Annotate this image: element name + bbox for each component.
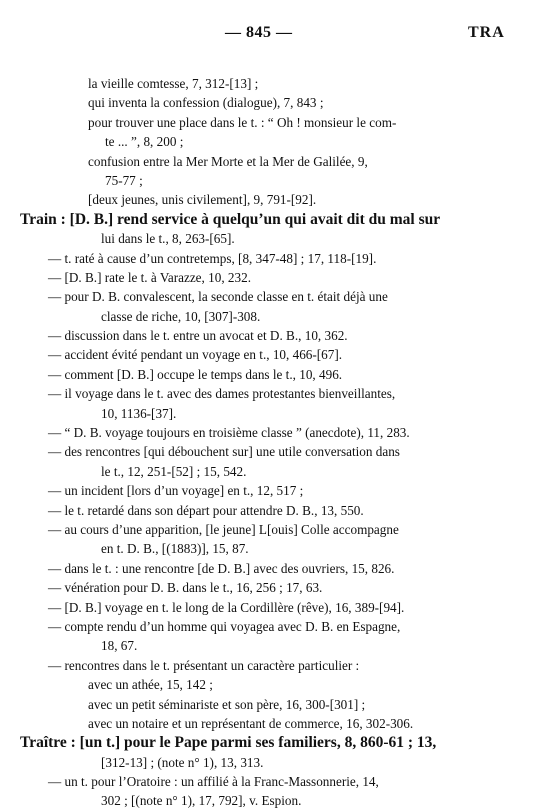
index-line: [0, 152, 540, 171]
index-line: [0, 598, 540, 617]
index-line: [0, 501, 540, 520]
index-line: [0, 772, 540, 791]
line-text: la vieille comtesse, 7, 312-[13] ;: [88, 76, 259, 91]
page-header: [0, 24, 540, 46]
index-line: [0, 345, 540, 364]
index-line: [0, 753, 540, 772]
index-line: [0, 695, 540, 714]
line-text: — dans le t. : une rencontre [de D. B.] avec des ouvriers, 15, 826.: [48, 560, 395, 576]
line-text: — le t. retardé dans son départ pour attendre D. B., 13, 550.: [48, 502, 364, 518]
index-entries: [0, 74, 540, 811]
line-text: avec un notaire et un représentant de commerce, 16, 302-306.: [88, 715, 414, 731]
line-text: — [D. B.] voyage en t. le long de la Cordillère (rêve), 16, 389-[94].: [48, 599, 405, 615]
index-line: [0, 384, 540, 403]
index-line: [0, 481, 540, 500]
index-line: [0, 132, 540, 151]
line-text: — pour D. B. convalescent, la seconde classe en t. était déjà une: [48, 289, 388, 305]
index-line: [0, 287, 540, 306]
line-text: — accident évité pendant un voyage en t., 10, 466-[67].: [48, 347, 343, 363]
index-line: [0, 423, 540, 442]
index-line: [0, 268, 540, 287]
index-line: [0, 791, 540, 810]
index-line: [0, 326, 540, 345]
index-line: [0, 636, 540, 655]
line-text: — au cours d’une apparition, [le jeune] L[ouis] Colle accompagne: [48, 521, 399, 537]
index-line: [0, 578, 540, 597]
index-line: [0, 229, 540, 248]
line-text: classe de riche, 10, [307]-308.: [101, 308, 261, 324]
index-line: [0, 656, 540, 675]
line-text: avec un petit séminariste et son père, 16, 300-[301] ;: [88, 696, 366, 712]
headword-line: Traître : [un t.] pour le Pape parmi ses familiers, 8, 860-61 ; 13,: [20, 734, 437, 752]
line-text: te ... ”, 8, 200 ;: [105, 134, 184, 150]
line-text: lui dans le t., 8, 263-[65].: [101, 231, 235, 247]
page-number: — 845 —: [225, 24, 293, 41]
index-line: [0, 442, 540, 461]
index-line: [0, 520, 540, 539]
line-text: pour trouver une place dans le t. : “ Oh ! monsieur le com-: [88, 114, 397, 130]
index-line: [0, 539, 540, 558]
index-line: [0, 714, 540, 733]
index-line: [0, 404, 540, 423]
line-text: — des rencontres [qui débouchent sur] une utile conversation dans: [48, 444, 400, 460]
line-text: — il voyage dans le t. avec des dames protestantes bienveillantes,: [48, 386, 396, 402]
line-text: — “ D. B. voyage toujours en troisième classe ” (anecdote), 11, 283.: [48, 425, 410, 441]
index-line: [0, 93, 540, 112]
headword-train: [0, 210, 540, 229]
line-text: — discussion dans le t. entre un avocat et D. B., 10, 362.: [48, 328, 348, 344]
line-text: avec un athée, 15, 142 ;: [88, 677, 213, 693]
line-text: — rencontres dans le t. présentant un caractère particulier :: [48, 657, 360, 673]
line-text: — un incident [lors d’un voyage] en t., 12, 517 ;: [48, 483, 304, 499]
line-text: 75-77 ;: [105, 172, 143, 188]
line-text: — compte rendu d’un homme qui voyagea avec D. B. en Espagne,: [48, 618, 401, 634]
index-line: [0, 249, 540, 268]
index-line: [0, 74, 540, 93]
line-text: [312-13] ; (note n° 1), 13, 313.: [101, 754, 264, 770]
index-line: [0, 675, 540, 694]
line-text: — un t. pour l’Oratoire : un affilié à la Franc-Massonnerie, 14,: [48, 774, 379, 790]
headword-traitre: [0, 733, 540, 752]
line-text: — t. raté à cause d’un contretemps, [8, 347-48] ; 17, 118-[19].: [48, 250, 377, 266]
index-line: [0, 462, 540, 481]
line-text: qui inventa la confession (dialogue), 7, 843 ;: [88, 95, 324, 111]
index-line: [0, 559, 540, 578]
headword-line: Train : [D. B.] rend service à quelqu’un qui avait dit du mal sur: [20, 210, 441, 228]
line-text: — [D. B.] rate le t. à Varazze, 10, 232.: [48, 269, 251, 285]
line-text: en t. D. B., [(1883)], 15, 87.: [101, 541, 249, 557]
line-text: confusion entre la Mer Morte et la Mer de Galilée, 9,: [88, 153, 368, 169]
index-line: [0, 171, 540, 190]
line-text: 302 ; [(note n° 1), 17, 792], v. Espion.: [101, 793, 302, 809]
index-line: [0, 113, 540, 132]
line-text: [deux jeunes, unis civilement], 9, 791-[92].: [88, 192, 317, 208]
index-line: [0, 617, 540, 636]
running-head: TRA: [468, 24, 505, 41]
line-text: — comment [D. B.] occupe le temps dans le t., 10, 496.: [48, 366, 343, 382]
line-text: 10, 1136-[37].: [101, 405, 177, 421]
line-text: — vénération pour D. B. dans le t., 16, 256 ; 17, 63.: [48, 580, 323, 596]
line-text: le t., 12, 251-[52] ; 15, 542.: [101, 463, 247, 479]
index-line: [0, 307, 540, 326]
line-text: 18, 67.: [101, 638, 138, 654]
index-line: [0, 190, 540, 209]
index-line: [0, 365, 540, 384]
